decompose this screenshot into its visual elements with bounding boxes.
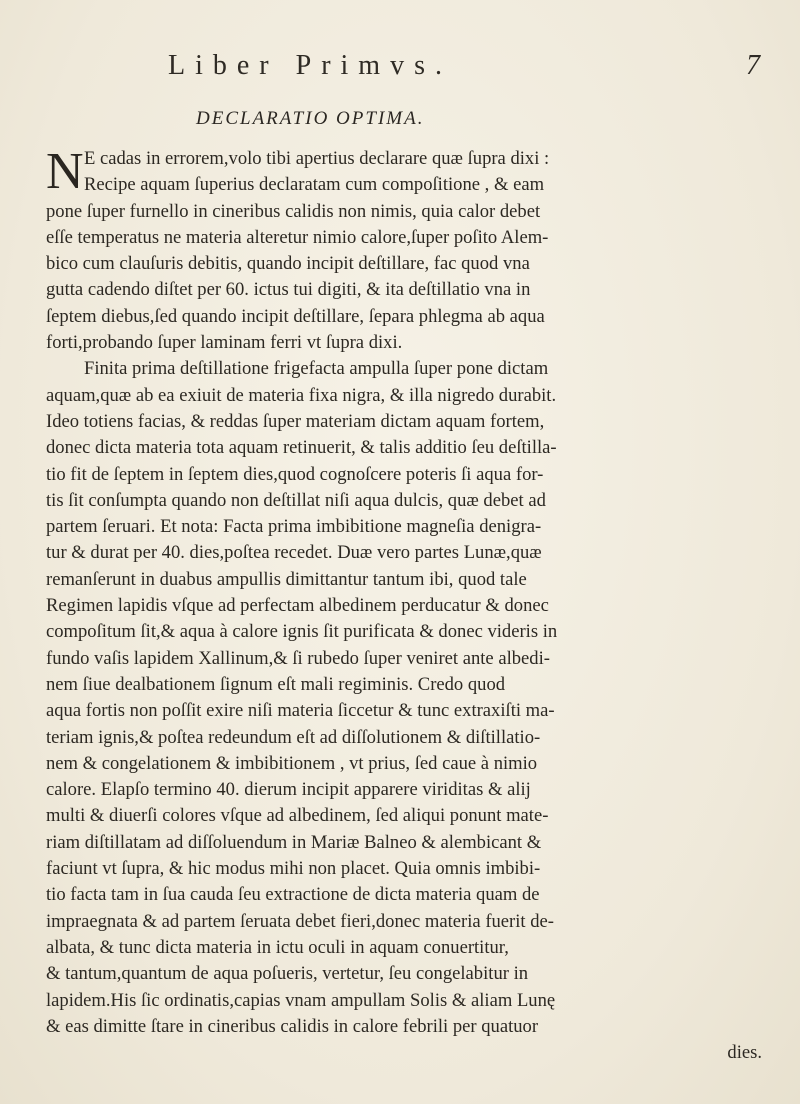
drop-cap: N	[46, 143, 84, 200]
text-line: calore. Elapſo termino 40. dierum incipit apparere viriditas & alij	[46, 779, 531, 801]
text-line: & tantum,quantum de aqua poſueris, vertetur, ſeu congelabitur in	[46, 963, 529, 985]
text-line: pone ſuper furnello in cineribus calidis non nimis, quia calor debet	[46, 200, 541, 222]
text-line: faciunt vt ſupra, & hic modus mihi non placet. Quia omnis imbibi-	[46, 858, 541, 880]
page-number: 7	[746, 50, 760, 81]
text-line: eſſe temperatus ne materia alteretur nimio calore,ſuper poſito Alem-	[46, 226, 549, 248]
text-line: & eas dimitte ſtare in cineribus calidis in calore febrili per quatuor	[46, 1015, 539, 1037]
text-line: Regimen lapidis vſque ad perfectam albedinem perducatur & donec	[46, 595, 549, 617]
text-line: multi & diuerſi colores vſque ad albedinem, ſed aliqui ponunt mate-	[46, 805, 549, 827]
section-heading: DECLARATIO OPTIMA.	[196, 108, 425, 129]
text-line: tis ſit conſumpta quando non deſtillat niſi aqua dulcis, quæ debet ad	[46, 489, 546, 511]
text-line: nem & congelationem & imbibitionem , vt prius, ſed caue à nimio	[46, 752, 538, 774]
running-title: Liber Primvs.	[168, 50, 452, 81]
catchword: dies.	[727, 1042, 762, 1064]
text-line: albata, & tunc dicta materia in ictu oculi in aquam conuertitur,	[46, 936, 509, 958]
text-line: lapidem.His ſic ordinatis,capias vnam ampullam Solis & aliam Lunę	[46, 989, 556, 1011]
text-line: partem ſeruari. Et nota: Facta prima imbibitione magneſia denigra-	[46, 516, 542, 538]
text-line: fundo vaſis lapidem Xallinum,& ſi rubedo ſuper veniret ante albedi-	[46, 647, 550, 669]
text-line: teriam ignis,& poſtea redeundum eſt ad diſſolutionem & diſtillatio-	[46, 726, 541, 748]
text-line: Ideo totiens facias, & reddas ſuper materiam dictam aquam fortem,	[46, 410, 545, 432]
text-line: tio facta tam in ſua cauda ſeu extractione de dicta materia quam de	[46, 884, 540, 906]
text-line: riam diſtillatam ad diſſoluendum in Mariæ Balneo & alembicant &	[46, 831, 542, 853]
text-line: E cadas in errorem,volo tibi apertius declarare quæ ſupra dixi :	[84, 148, 550, 169]
text-line: Recipe aquam ſuperius declaratam cum compoſitione , & eam	[84, 174, 545, 196]
text-line: tur & durat per 40. dies,poſtea recedet. Duæ vero partes Lunæ,quæ	[46, 542, 542, 564]
text-line: compoſitum ſit,& aqua à calore ignis ſit purificata & donec videris in	[46, 621, 558, 643]
text-line: bico cum clauſuris debitis, quando incipit deſtillare, fac quod vna	[46, 253, 530, 275]
text-line: nem ſiue dealbationem ſignum eſt mali regiminis. Credo quod	[46, 673, 506, 695]
body-text	[46, 143, 770, 1066]
text-line: aqua fortis non poſſit exire niſi materia ſiccetur & tunc extraxiſti ma-	[46, 700, 555, 722]
text-line: gutta cadendo diſtet per 60. ictus tui digiti, & ita deſtillatio vna in	[46, 279, 531, 301]
text-line: Finita prima deſtillatione frigefacta ampulla ſuper pone dictam	[84, 358, 549, 380]
text-line: remanſerunt in duabus ampullis dimittantur tantum ibi, quod tale	[46, 568, 527, 590]
text-line: ſeptem diebus,ſed quando incipit deſtillare, ſepara phlegma ab aqua	[46, 305, 545, 327]
text-line: forti,probando ſuper laminam ferri vt ſupra dixi.	[46, 332, 403, 354]
text-line: tio fit de ſeptem in ſeptem dies,quod cognoſcere poteris ſi aqua for-	[46, 463, 544, 485]
text-line: donec dicta materia tota aquam retinuerit, & talis additio ſeu deſtilla-	[46, 437, 557, 459]
text-line: aquam,quæ ab ea exiuit de materia fixa nigra, & illa nigredo durabit.	[46, 384, 557, 406]
text-line: impraegnata & ad partem ſeruata debet fieri,donec materia fuerit de-	[46, 910, 554, 932]
running-head	[168, 50, 768, 90]
